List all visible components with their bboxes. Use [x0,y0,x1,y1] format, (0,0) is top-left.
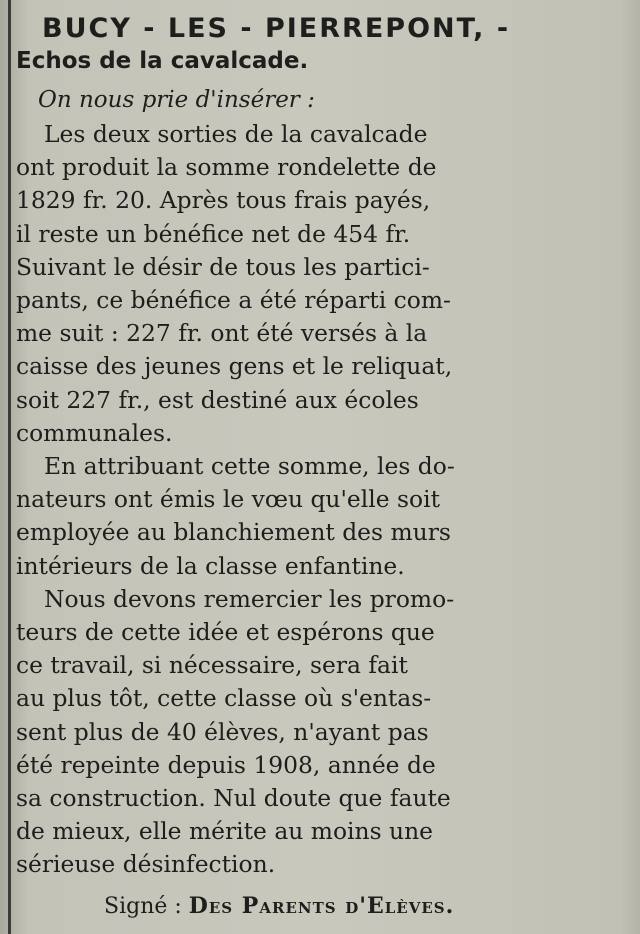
column-rule [8,0,11,934]
article-title: BUCY - LES - PIERREPONT, - [42,13,511,44]
article [16,12,636,925]
text-line: de mieux, elle mérite au moins une [16,817,433,846]
text-line: teurs de cette idée et espérons que [16,618,435,647]
text-line: été repeinte depuis 1908, année de [16,750,436,779]
text-line: sérieuse désinfection. [16,850,276,879]
text-line: ce travail, si nécessaire, sera fait [16,651,408,680]
text-line: caisse des jeunes gens et le reliquat, [16,352,453,381]
text-line: employée au blanchiement des murs [16,518,451,547]
paragraph [16,583,636,882]
text-line: ont produit la somme rondelette de [16,153,437,182]
text-line: En attribuant cette somme, les do- [44,452,455,481]
text-line: Les deux sorties de la cavalcade [44,120,428,148]
text-line: au plus tôt, cette classe où s'entas- [16,684,432,713]
signature-label: Signé : [104,893,182,919]
text-line: nateurs ont émis le vœu qu'elle soit [16,485,440,514]
text-line: sa construction. Nul doute que faute [16,784,451,813]
text-line: il reste un bénéfice net de 454 fr. [16,219,411,248]
text-line: me suit : 227 fr. ont été versés à la [16,319,428,348]
text-line: Nous devons remercier les promo- [44,584,455,613]
signature-name: Des Parents d'Elèves. [188,892,455,919]
text-line: Suivant le désir de tous les partici- [16,252,430,281]
paragraph [16,118,636,450]
article-body [16,118,636,882]
signature [104,888,636,925]
text-line: sent plus de 40 élèves, n'ayant pas [16,717,429,746]
article-subtitle: Echos de la cavalcade. [16,48,309,74]
text-line: soit 227 fr., est destiné aux écoles [16,385,419,414]
text-line: 1829 fr. 20. Après tous frais payés, [16,186,431,215]
text-line: pants, ce bénéfice a été réparti com- [16,286,451,315]
text-line: communales. [16,418,173,447]
text-line: intérieurs de la classe enfantine. [16,551,405,580]
paragraph [16,450,636,583]
article-intro: On nous prie d'insérer : [38,87,315,113]
